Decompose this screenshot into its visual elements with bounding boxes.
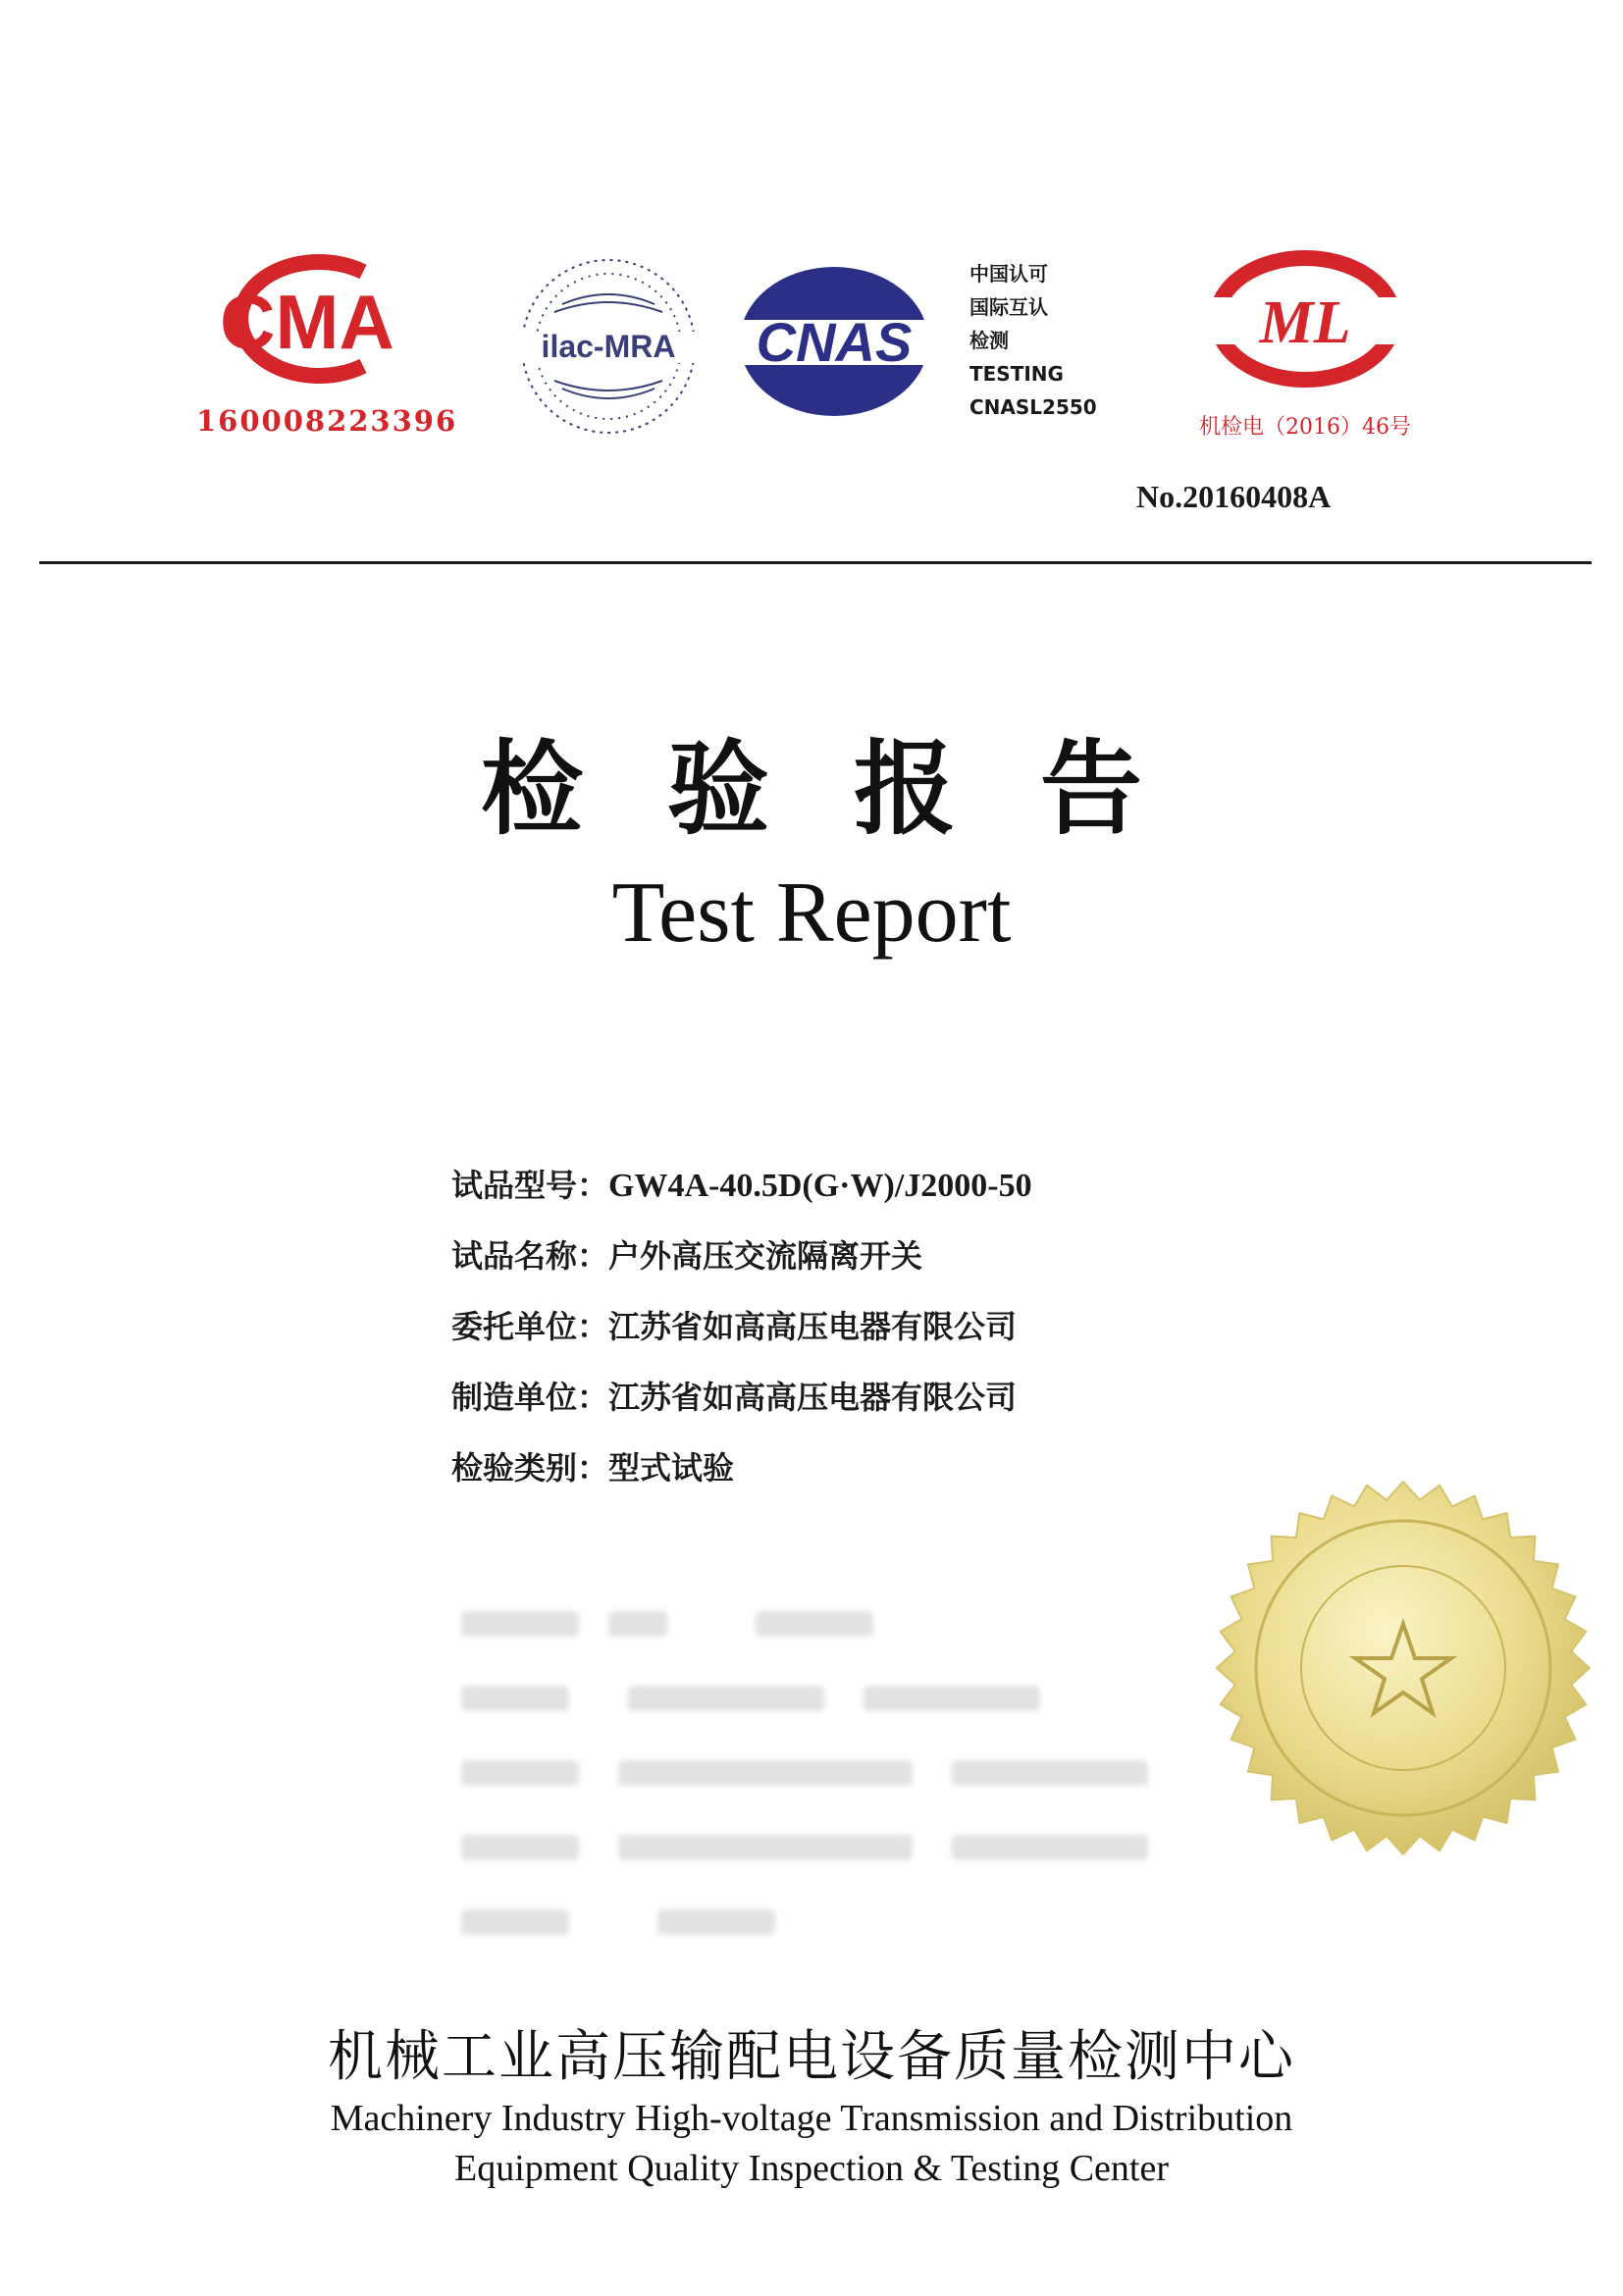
specimen-info	[451, 1150, 1032, 1503]
gold-embossed-seal	[1207, 1472, 1599, 1868]
cma-logo-text: CMA	[220, 279, 394, 365]
cnas-line-china-accreditation: 中国认可	[969, 262, 1048, 286]
seal-scalloped-edge	[1217, 1482, 1590, 1854]
info-row-test-type	[451, 1433, 1032, 1503]
footer-institution-english-line1: Machinery Industry High-voltage Transmission and Distribution	[330, 2098, 1293, 2139]
info-label-name: 试品名称：	[451, 1237, 609, 1275]
ml-logo-graphic	[1207, 250, 1403, 397]
faded-line	[461, 1664, 1168, 1739]
info-label-test-type: 检验类别：	[451, 1449, 609, 1487]
ml-logo-text: ML	[1259, 289, 1351, 356]
info-row-manufacturer	[451, 1362, 1032, 1433]
cnas-line-testing-cn: 检测	[969, 329, 1009, 352]
info-label-client: 委托单位：	[451, 1308, 609, 1345]
info-value-model: GW4A-40.5D(G·W)/J2000-50	[608, 1168, 1032, 1204]
cma-logo	[191, 250, 437, 388]
info-value-manufacturer: 江苏省如高高压电器有限公司	[608, 1379, 1018, 1416]
cma-logo-graphic	[191, 250, 437, 388]
faded-line	[461, 1888, 1168, 1962]
faded-bleed-through	[461, 1590, 1168, 1962]
info-value-name: 户外高压交流隔离开关	[608, 1237, 923, 1275]
report-number: No.20160408A	[1136, 479, 1332, 514]
cnas-accreditation-text	[969, 257, 1097, 424]
ml-caption: 机检电（2016）46号	[1199, 415, 1411, 440]
info-label-manufacturer: 制造单位：	[451, 1379, 609, 1416]
ml-logo	[1207, 250, 1403, 401]
ilac-mra-logo-text: ilac-MRA	[541, 329, 676, 364]
cma-number: 160008223396	[196, 404, 458, 438]
faded-line	[461, 1813, 1168, 1888]
header-divider	[39, 561, 1592, 564]
cnas-line-mutual-recognition: 国际互认	[969, 295, 1048, 319]
title-chinese: 检验报告	[480, 729, 1227, 849]
info-value-client: 江苏省如高高压电器有限公司	[608, 1308, 1018, 1345]
seal-graphic	[1207, 1472, 1599, 1864]
cnas-line-number: CNASL2550	[969, 395, 1097, 419]
footer-institution-english-line2: Equipment Quality Inspection & Testing Center	[453, 2148, 1169, 2189]
faded-line	[461, 1739, 1168, 1813]
info-label-model: 试品型号：	[451, 1167, 609, 1204]
info-value-test-type: 型式试验	[608, 1449, 735, 1487]
ilac-mra-logo	[515, 253, 702, 444]
cnas-logo-text: CNAS	[756, 311, 913, 373]
cnas-logo-graphic	[731, 263, 937, 420]
title-english: Test Report	[611, 865, 1012, 961]
cnas-logo	[731, 263, 937, 424]
ilac-mra-logo-graphic	[515, 253, 702, 440]
footer-institution-chinese: 机械工业高压输配电设备质量检测中心	[328, 2025, 1295, 2089]
info-row-client	[451, 1291, 1032, 1362]
info-row-name	[451, 1221, 1032, 1291]
faded-line	[461, 1590, 1168, 1664]
cnas-line-testing-en: TESTING	[969, 362, 1064, 386]
info-row-model	[451, 1150, 1032, 1221]
